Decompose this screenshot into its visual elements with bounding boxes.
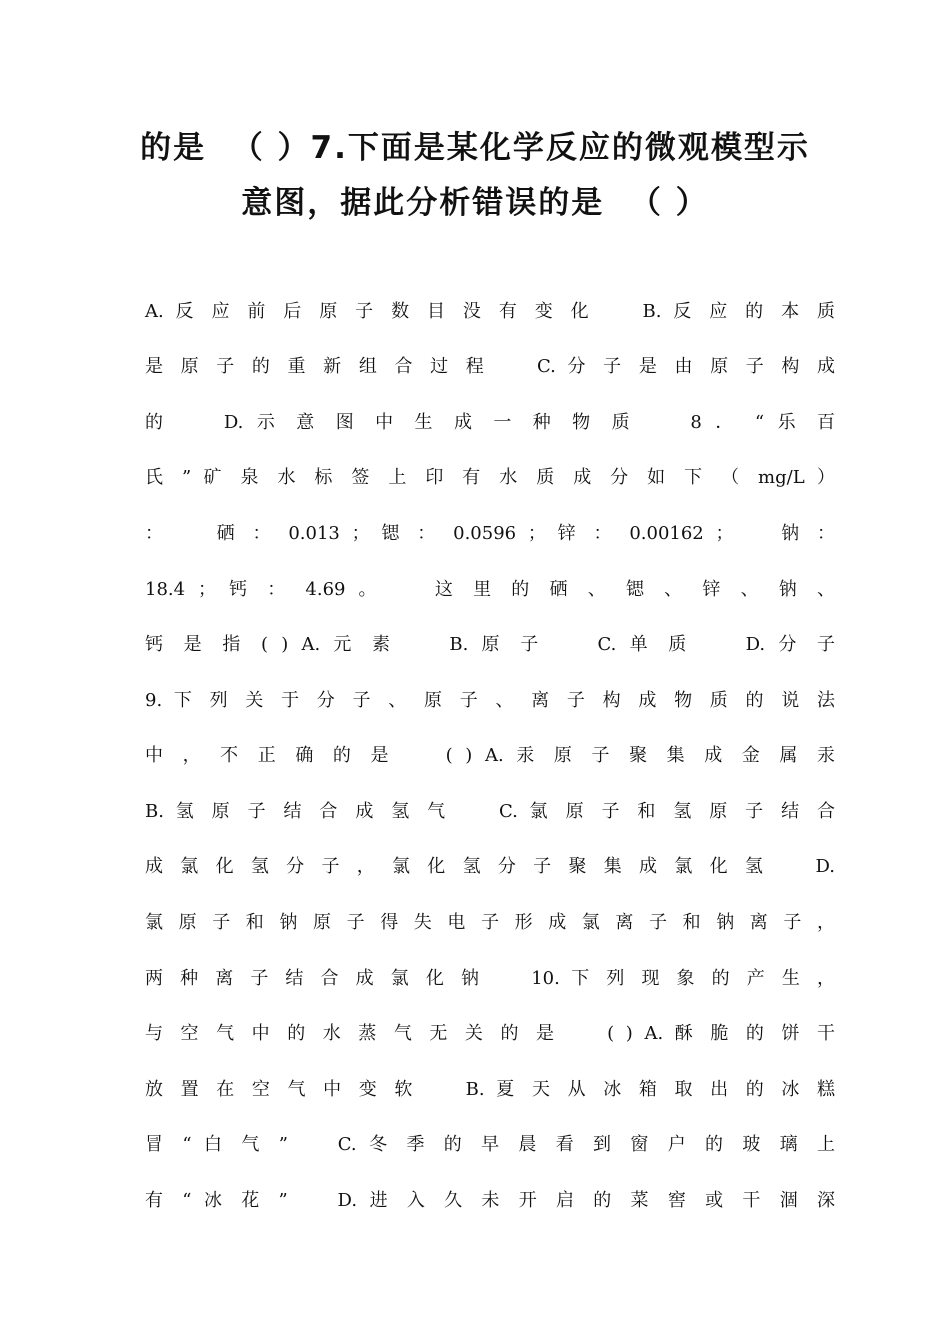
question-heading-line-1: 的是 （ ）7.下面是某化学反应的微观模型示 xyxy=(140,130,810,166)
body-line-text: 与 空 气 中 的 水 蒸 气 无 关 的 是 ( ) A. 酥 脆 的 饼 干 xyxy=(145,1023,835,1044)
body-line xyxy=(145,1130,835,1160)
body-line-text: 中 ， 不 正 确 的 是 ( ) A. 汞 原 子 聚 集 成 金 属 汞 xyxy=(145,745,835,766)
body-line-text: 放 置 在 空 气 中 变 软 B. 夏 天 从 冰 箱 取 出 的 冰 糕 xyxy=(145,1079,835,1100)
body-line xyxy=(145,1186,835,1216)
body-line xyxy=(145,463,835,493)
body-line-text: 氏 ” 矿 泉 水 标 签 上 印 有 水 质 成 分 如 下 （ mg/L ） xyxy=(145,467,835,488)
body-line xyxy=(145,908,835,938)
body-line xyxy=(145,297,835,327)
body-line-text: A. 反 应 前 后 原 子 数 目 没 有 变 化 B. 反 应 的 本 质 xyxy=(145,301,835,322)
body-line xyxy=(145,741,835,771)
body-line-text: 9. 下 列 关 于 分 子 、 原 子 、 离 子 构 成 物 质 的 说 法 xyxy=(145,690,835,711)
body-line-text: 冒 “ 白 气 ” C. 冬 季 的 早 晨 看 到 窗 户 的 玻 璃 上 xyxy=(145,1134,835,1155)
body-line xyxy=(145,964,835,994)
body-line-text: B. 氢 原 子 结 合 成 氢 气 C. 氯 原 子 和 氢 原 子 结 合 xyxy=(145,801,835,822)
question-heading-line-2: 意图，据此分析错误的是 （ ） xyxy=(241,185,709,221)
body-line xyxy=(145,352,835,382)
body-line xyxy=(145,575,835,605)
body-line xyxy=(145,408,835,438)
body-line-text: 是 原 子 的 重 新 组 合 过 程 C. 分 子 是 由 原 子 构 成 xyxy=(145,356,835,377)
body-line xyxy=(145,1075,835,1105)
body-line xyxy=(145,519,835,549)
body-line-text: 18.4 ； 钙 ： 4.69 。 这 里 的 硒 、 锶 、 锌 、 钠 、 xyxy=(145,579,835,600)
body-line xyxy=(145,1019,835,1049)
body-line xyxy=(145,852,835,882)
body-line-text: 钙 是 指 ( ) A. 元 素 B. 原 子 C. 单 质 D. 分 子 xyxy=(145,634,835,655)
body-line-text: 两 种 离 子 结 合 成 氯 化 钠 10. 下 列 现 象 的 产 生 ， xyxy=(145,968,835,989)
body-line xyxy=(145,686,835,716)
body-line xyxy=(145,797,835,827)
body-line-text: 有 “ 冰 花 ” D. 进 入 久 未 开 启 的 菜 窖 或 干 涸 深 xyxy=(145,1190,835,1211)
body-line-text: 成 氯 化 氢 分 子 ， 氯 化 氢 分 子 聚 集 成 氯 化 氢 D. xyxy=(145,856,835,877)
body-line xyxy=(145,630,835,660)
body-line-text: ： 硒 ： 0.013 ； 锶 ： 0.0596 ； 锌 ： 0.00162 ； 钠 ： xyxy=(145,523,835,544)
body-line-text: 的 D. 示 意 图 中 生 成 一 种 物 质 8 ． “ 乐 百 xyxy=(145,412,835,433)
body-line-text: 氯 原 子 和 钠 原 子 得 失 电 子 形 成 氯 离 子 和 钠 离 子 ， xyxy=(145,912,835,933)
